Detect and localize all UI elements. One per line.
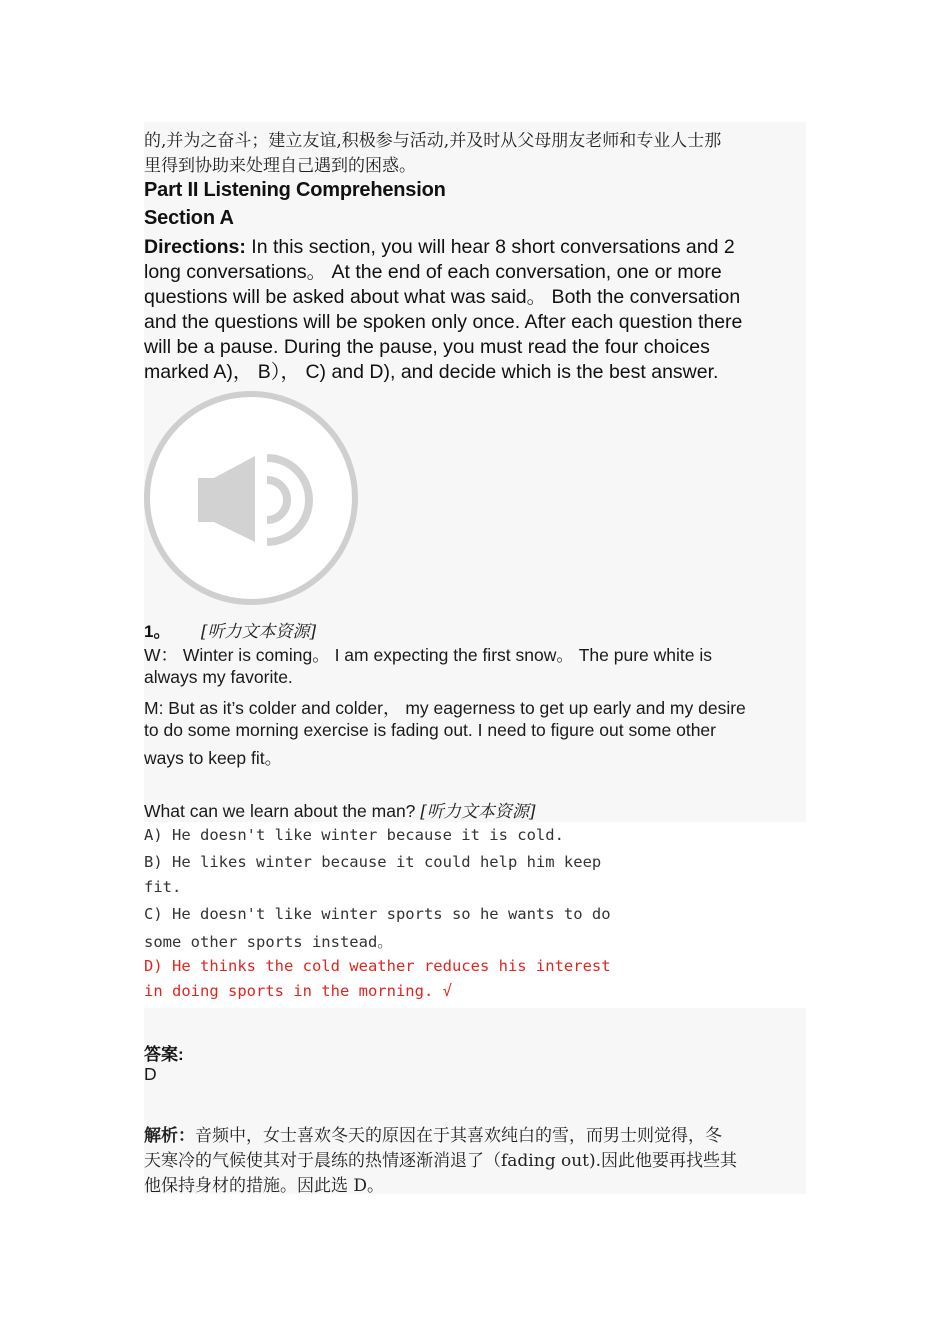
directions-line	[144, 235, 735, 260]
directions-label: Directions:	[144, 236, 246, 258]
source-tag[interactable]: [听力文本资源]	[200, 622, 317, 642]
option-b[interactable]: B) He likes winter because it could help him keep	[144, 853, 602, 871]
prompt-text: What can we learn about the man?	[144, 801, 416, 821]
option-a[interactable]: A) He doesn't like winter because it is cold.	[144, 826, 564, 844]
answer-value: D	[144, 1064, 157, 1084]
directions-line: questions will be asked about what was said。 Both the conversation	[144, 286, 741, 308]
directions-line: and the questions will be spoken only once. After each question there	[144, 311, 743, 333]
question-prompt	[144, 797, 536, 822]
intro-line: 里得到协助来处理自己遇到的困惑。	[144, 156, 416, 176]
dialogue-m: M: But as it’s colder and colder， my eagerness to get up early and my desire	[144, 698, 746, 718]
analysis-text: 音频中，女士喜欢冬天的原因在于其喜欢纯白的雪，而男士则觉得，冬	[195, 1126, 722, 1146]
section-title: Section A	[144, 207, 234, 229]
dialogue-w: always my favorite.	[144, 667, 293, 687]
analysis-line	[144, 1121, 722, 1146]
directions-line: long conversations。 At the end of each conversation, one or more	[144, 261, 722, 283]
dialogue-w: W： Winter is coming。 I am expecting the first snow。 The pure white is	[144, 645, 712, 665]
directions-text: In this section, you will hear 8 short conversations and 2	[245, 236, 735, 258]
dialogue-m: to do some morning exercise is fading out. I need to figure out some other	[144, 720, 716, 740]
audio-play-button[interactable]	[143, 390, 359, 606]
option-c[interactable]: C) He doesn't like winter sports so he wants to do	[144, 905, 611, 923]
speaker-icon	[143, 390, 359, 606]
directions-line: will be a pause. During the pause, you must read the four choices	[144, 336, 710, 358]
option-b-cont[interactable]: fit.	[144, 878, 182, 896]
analysis-line: 他保持身材的措施。因此选 D。	[144, 1176, 385, 1196]
question-header	[144, 617, 316, 642]
option-d-correct-cont[interactable]: in doing sports in the morning. √	[144, 982, 452, 1000]
prompt-source-tag[interactable]: [听力文本资源]	[420, 802, 536, 822]
question-number: 1。	[144, 622, 171, 641]
intro-line: 的,并为之奋斗；建立友谊,积极参与活动,并及时从父母朋友老师和专业人士那	[144, 131, 722, 151]
answer-label: 答案:	[144, 1045, 184, 1064]
part-title: Part II Listening Comprehension	[144, 179, 446, 201]
directions-line: marked A)， B）， C) and D), and decide which is the best answer.	[144, 361, 719, 383]
analysis-line: 天寒冷的气候使其对于晨练的热情逐渐消退了（fading out).因此他要再找些其	[144, 1151, 738, 1171]
option-d-correct[interactable]: D) He thinks the cold weather reduces his interest	[144, 957, 611, 975]
dialogue-m: ways to keep fit。	[144, 748, 283, 768]
analysis-label: 解析：	[144, 1126, 195, 1146]
option-c-cont[interactable]: some other sports instead。	[144, 933, 393, 951]
